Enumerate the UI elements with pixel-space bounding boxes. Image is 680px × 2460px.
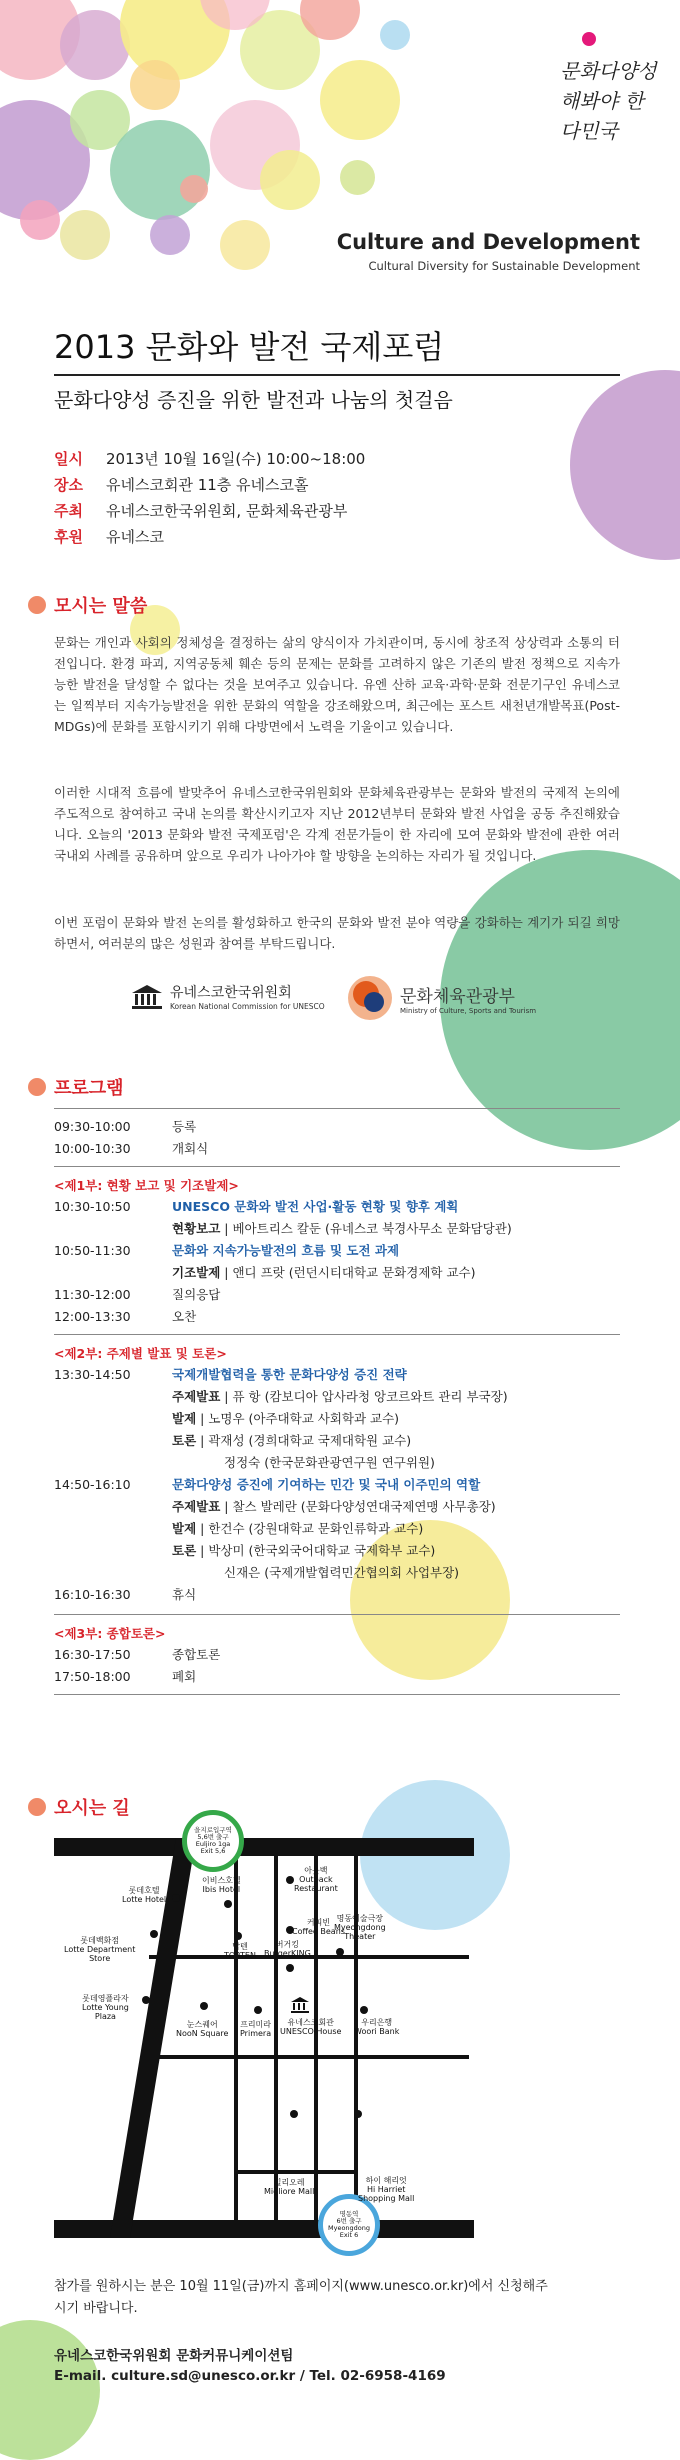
program-row <box>54 1262 512 1284</box>
program-row <box>54 1496 508 1518</box>
divider <box>54 1108 620 1109</box>
row-item: | 한건수 (강원대학교 문화인류학과 교수) <box>200 1521 424 1536</box>
row-item: 오찬 <box>172 1309 197 1324</box>
map-marker-dot-icon <box>254 2006 262 2014</box>
row-item: 종합토론 <box>172 1647 221 1662</box>
program-row <box>54 1474 508 1496</box>
map-marker-dot-icon <box>224 1900 232 1908</box>
info-label: 주최 <box>54 502 83 520</box>
ministry-logo <box>344 974 536 1022</box>
info-value: 유네스코 <box>106 528 164 546</box>
info-label: 장소 <box>54 476 83 494</box>
registration-note: 참가를 원하시는 분은 10월 11일(금)까지 홈페이지(www.unesco.or.kr)에서 신청해주시기 바랍니다. <box>54 2279 548 2316</box>
contact-org: 유네스코한국위원회 문화커뮤니케이션팀 <box>54 2348 294 2364</box>
row-item: | 박상미 (한국외국어대학교 국제학부 교수) <box>200 1543 436 1558</box>
burgerking-label: 버거킹 BurgerKING <box>264 1940 311 1958</box>
info-value: 2013년 10월 16일(수) 10:00~18:00 <box>106 450 366 468</box>
row-item: 휴식 <box>172 1587 197 1602</box>
part3-title: <제3부: 종합토론> <box>54 1626 166 1641</box>
brand-subtitle: Cultural Diversity for Sustainable Development <box>368 259 640 273</box>
row-item: 등록 <box>172 1119 197 1134</box>
row-item: 정정숙 (한국문화관광연구원 연구위원) <box>224 1455 435 1470</box>
program-row <box>54 1452 508 1474</box>
row-item: | 노명우 (아주대학교 사회학과 교수) <box>200 1411 400 1426</box>
program-row <box>54 1116 208 1138</box>
row-item: 질의응답 <box>172 1287 221 1302</box>
map-marker-dot-icon <box>286 1964 294 1972</box>
invitation-heading <box>28 592 147 618</box>
primera-label: 프리미라 Primera <box>240 2020 272 2038</box>
program-row <box>54 1306 512 1328</box>
row-topic: UNESCO 문화와 발전 사업·활동 현황 및 향후 계획 <box>172 1199 459 1214</box>
logo-text: 문화다양성 해봐야 한다민국 <box>560 59 657 143</box>
row-time: 16:10-16:30 <box>54 1587 131 1602</box>
row-item: | 곽재성 (경희대학교 국제대학원 교수) <box>200 1433 412 1448</box>
event-title: 2013 문화와 발전 국제포럼 <box>54 328 445 366</box>
contact-info: E-mail. culture.sd@unesco.or.kr / Tel. 02-6958-4169 <box>54 2368 446 2384</box>
program-part1 <box>54 1196 512 1328</box>
myeongdong-label: 명동역 6번 출구 Myeongdong Exit 6 <box>327 2210 371 2239</box>
program-row <box>54 1408 508 1430</box>
program-row <box>54 1430 508 1452</box>
row-item: | 앤디 프랏 (런던시티대학교 문화경제학 교수) <box>224 1265 476 1280</box>
info-place <box>54 474 309 495</box>
bullet-dot-icon <box>28 1798 46 1816</box>
ministry-emblem-icon <box>344 974 396 1022</box>
unesco-house-icon <box>290 1996 310 2018</box>
row-role: 토론 <box>172 1543 197 1558</box>
row-time: 11:30-12:00 <box>54 1287 131 1302</box>
event-subtitle: 문화다양성 증진을 위한 발전과 나눔의 첫걸음 <box>54 388 453 412</box>
row-role: 발제 <box>172 1521 197 1536</box>
program-part2 <box>54 1364 508 1606</box>
euljiro-label: 을지로입구역 5,6번 출구 Euljiro 1ga Exit 5,6 <box>194 1826 232 1855</box>
topten-label: 탑텐 TOPTEN <box>224 1942 256 1960</box>
row-time: 10:50-11:30 <box>54 1243 131 1258</box>
row-role: 토론 <box>172 1433 197 1448</box>
program-row <box>54 1138 208 1160</box>
noon-label: 눈스퀘어 NooN Square <box>176 2020 229 2038</box>
row-role: 주제발표 <box>172 1389 221 1404</box>
unesco-temple-icon <box>130 983 164 1011</box>
row-time: 13:30-14:50 <box>54 1367 131 1382</box>
info-label: 후원 <box>54 528 83 546</box>
row-time: 16:30-17:50 <box>54 1647 131 1662</box>
row-time: 14:50-16:10 <box>54 1477 131 1492</box>
row-item: 폐회 <box>172 1669 197 1684</box>
row-topic: 문화와 지속가능발전의 흐름 및 도전 과제 <box>172 1243 400 1258</box>
row-time: 09:30-10:00 <box>54 1119 131 1134</box>
info-label: 일시 <box>54 450 83 468</box>
program-row <box>54 1562 508 1584</box>
org1-name-en: Korean National Commission for UNESCO <box>170 1002 325 1011</box>
invitation-paragraph-1: 문화는 개인과 사회의 정체성을 결정하는 삶의 양식이자 가치관이며, 동시에 창조적 상상력과 소통의 터전입니다. 환경 파괴, 지역공동체 훼손 등의 문제는 문화를 고려하지 않은 기존의 발전 정책으로 지속가능한 발전을 달성할 수 없다는 것을 보여주고 있습니다. 유엔 산하 교육·과학·문화 전문기구인 유네스코는 일찍부터 지속가능발전을 위한 문화의 역할을 강조해왔으며, 최근에는 포스트 새천년개발목표(Post-MDGs)에 문화를 포함시키기 위해 다방면에서 노력을 기울이고 있습니다. <box>54 635 620 734</box>
migliore-label: 밀리오레 Migliore Mall <box>264 2178 315 2196</box>
part2-title: <제2부: 주제별 발표 및 토론> <box>54 1346 227 1361</box>
row-role: 주제발표 <box>172 1499 221 1514</box>
row-item: | 퓨 항 (캄보디아 압사라청 앙코르와트 관리 부국장) <box>224 1389 508 1404</box>
outback-label: 아웃백 Outback Restaurant <box>294 1866 338 1893</box>
program-row <box>54 1666 220 1688</box>
part1-title: <제1부: 현황 보고 및 기조발제> <box>54 1178 239 1193</box>
bullet-dot-icon <box>28 1078 46 1096</box>
program-row <box>54 1284 512 1306</box>
brand-title: Culture and Development <box>336 230 640 254</box>
row-time: 10:00-10:30 <box>54 1141 131 1156</box>
map-marker-dot-icon <box>172 1894 180 1902</box>
program-row <box>54 1540 508 1562</box>
row-item: | 베아트리스 칼둔 (유네스코 북경사무소 문화담당관) <box>224 1221 512 1236</box>
program-row <box>54 1364 508 1386</box>
row-role: 기조발제 <box>172 1265 221 1280</box>
row-topic: 국제개발협력을 통한 문화다양성 증진 전략 <box>172 1367 407 1382</box>
map-marker-dot-icon <box>360 2006 368 2014</box>
program-part3 <box>54 1644 220 1688</box>
map-marker-dot-icon <box>286 1876 294 1884</box>
map-marker-dot-icon <box>142 1996 150 2004</box>
info-value: 유네스코한국위원회, 문화체육관광부 <box>106 502 348 520</box>
divider <box>54 1334 620 1335</box>
bullet-dot-icon <box>28 596 46 614</box>
map-marker-dot-icon <box>336 1948 344 1956</box>
invitation-paragraph-3: 이번 포럼이 문화와 발전 논의를 활성화하고 한국의 문화와 발전 분야 역량을 강화하는 계기가 되길 희망하면서, 여러분의 많은 성원과 참여를 부탁드립니다. <box>54 915 620 951</box>
map-marker-dot-icon <box>290 2110 298 2118</box>
map-marker-dot-icon <box>200 2002 208 2010</box>
heading-text: 프로그램 <box>54 1078 124 1099</box>
row-time: 12:00-13:30 <box>54 1309 131 1324</box>
header-logo <box>560 30 670 200</box>
info-sponsor <box>54 526 164 547</box>
program-row <box>54 1644 220 1666</box>
myeongdong-station-marker <box>318 2194 380 2256</box>
row-role: 현황보고 <box>172 1221 221 1236</box>
coffee-beans-label: 커피빈 Coffee Beans <box>292 1918 345 1936</box>
unesco-house-label: 유네스코회관 UNESCO House <box>280 2018 342 2036</box>
row-time: 17:50-18:00 <box>54 1669 131 1684</box>
map-marker-dot-icon <box>234 1932 242 1940</box>
program-opening <box>54 1116 208 1160</box>
invitation-paragraph-2: 이러한 시대적 흐름에 발맞추어 유네스코한국위원회와 문화체육관광부는 문화와 발전의 국제적 논의에 주도적으로 참여하고 국내 논의를 확산시키고자 지난 2012년부터 문화와 발전 사업을 공동 추진해왔습니다. 오늘의 '2013 문화와 발전 국제포럼'은 각계 전문가들이 한 자리에 모여 문화와 발전에 관한 여러 국내외 사례를 공유하며 앞으로 우리가 나아가야 할 방향을 논의하는 자리가 될 것입니다. <box>54 785 620 863</box>
title-underline <box>54 374 620 376</box>
euljiro-station-marker <box>182 1810 244 1872</box>
program-row <box>54 1386 508 1408</box>
divider <box>54 1166 620 1167</box>
divider <box>54 1614 620 1615</box>
divider <box>54 1694 620 1695</box>
row-role: 발제 <box>172 1411 197 1426</box>
info-value: 유네스코회관 11층 유네스코홀 <box>106 476 309 494</box>
woori-label: 우리은행 Woori Bank <box>354 2018 400 2036</box>
location-map <box>54 1810 494 2250</box>
org2-name-en: Ministry of Culture, Sports and Tourism <box>400 1006 537 1015</box>
program-row <box>54 1518 508 1540</box>
myeongdong-theater-label: 명동예술극장 Myeongdong Theater <box>334 1914 386 1941</box>
program-heading <box>28 1074 124 1100</box>
ibis-label: 이비스호텔 Ibis Hotel <box>202 1876 241 1894</box>
lotte-hotel-label: 롯데호텔 Lotte Hotel <box>122 1886 167 1904</box>
hiharriet-label: 하이 해리엇 Hi Harriet Shopping Mall <box>358 2176 415 2203</box>
lotte-young-label: 롯데영플라자 Lotte Young Plaza <box>82 1994 129 2021</box>
row-item: | 찰스 발레란 (문화다양성연대국제연맹 사무총장) <box>224 1499 496 1514</box>
org2-name-ko: 문화체육관광부 <box>400 986 515 1007</box>
row-item: 개회식 <box>172 1141 209 1156</box>
program-row <box>54 1196 512 1218</box>
lotte-dept-label: 롯데백화점 Lotte Department Store <box>64 1936 136 1963</box>
row-item: 신재은 (국제개발협력민간협의회 사업부장) <box>224 1565 460 1580</box>
program-row <box>54 1584 508 1606</box>
map-marker-dot-icon <box>150 1930 158 1938</box>
map-marker-dot-icon <box>354 2110 362 2118</box>
program-row <box>54 1218 512 1240</box>
row-topic: 문화다양성 증진에 기여하는 민간 및 국내 이주민의 역할 <box>172 1477 481 1492</box>
program-row <box>54 1240 512 1262</box>
heading-text: 모시는 말씀 <box>54 596 148 617</box>
info-host <box>54 500 347 521</box>
info-date <box>54 448 365 469</box>
unesco-korea-logo <box>130 982 325 1011</box>
org1-name-ko: 유네스코한국위원회 <box>170 985 292 1001</box>
row-time: 10:30-10:50 <box>54 1199 131 1214</box>
heading-text: 오시는 길 <box>54 1798 130 1819</box>
